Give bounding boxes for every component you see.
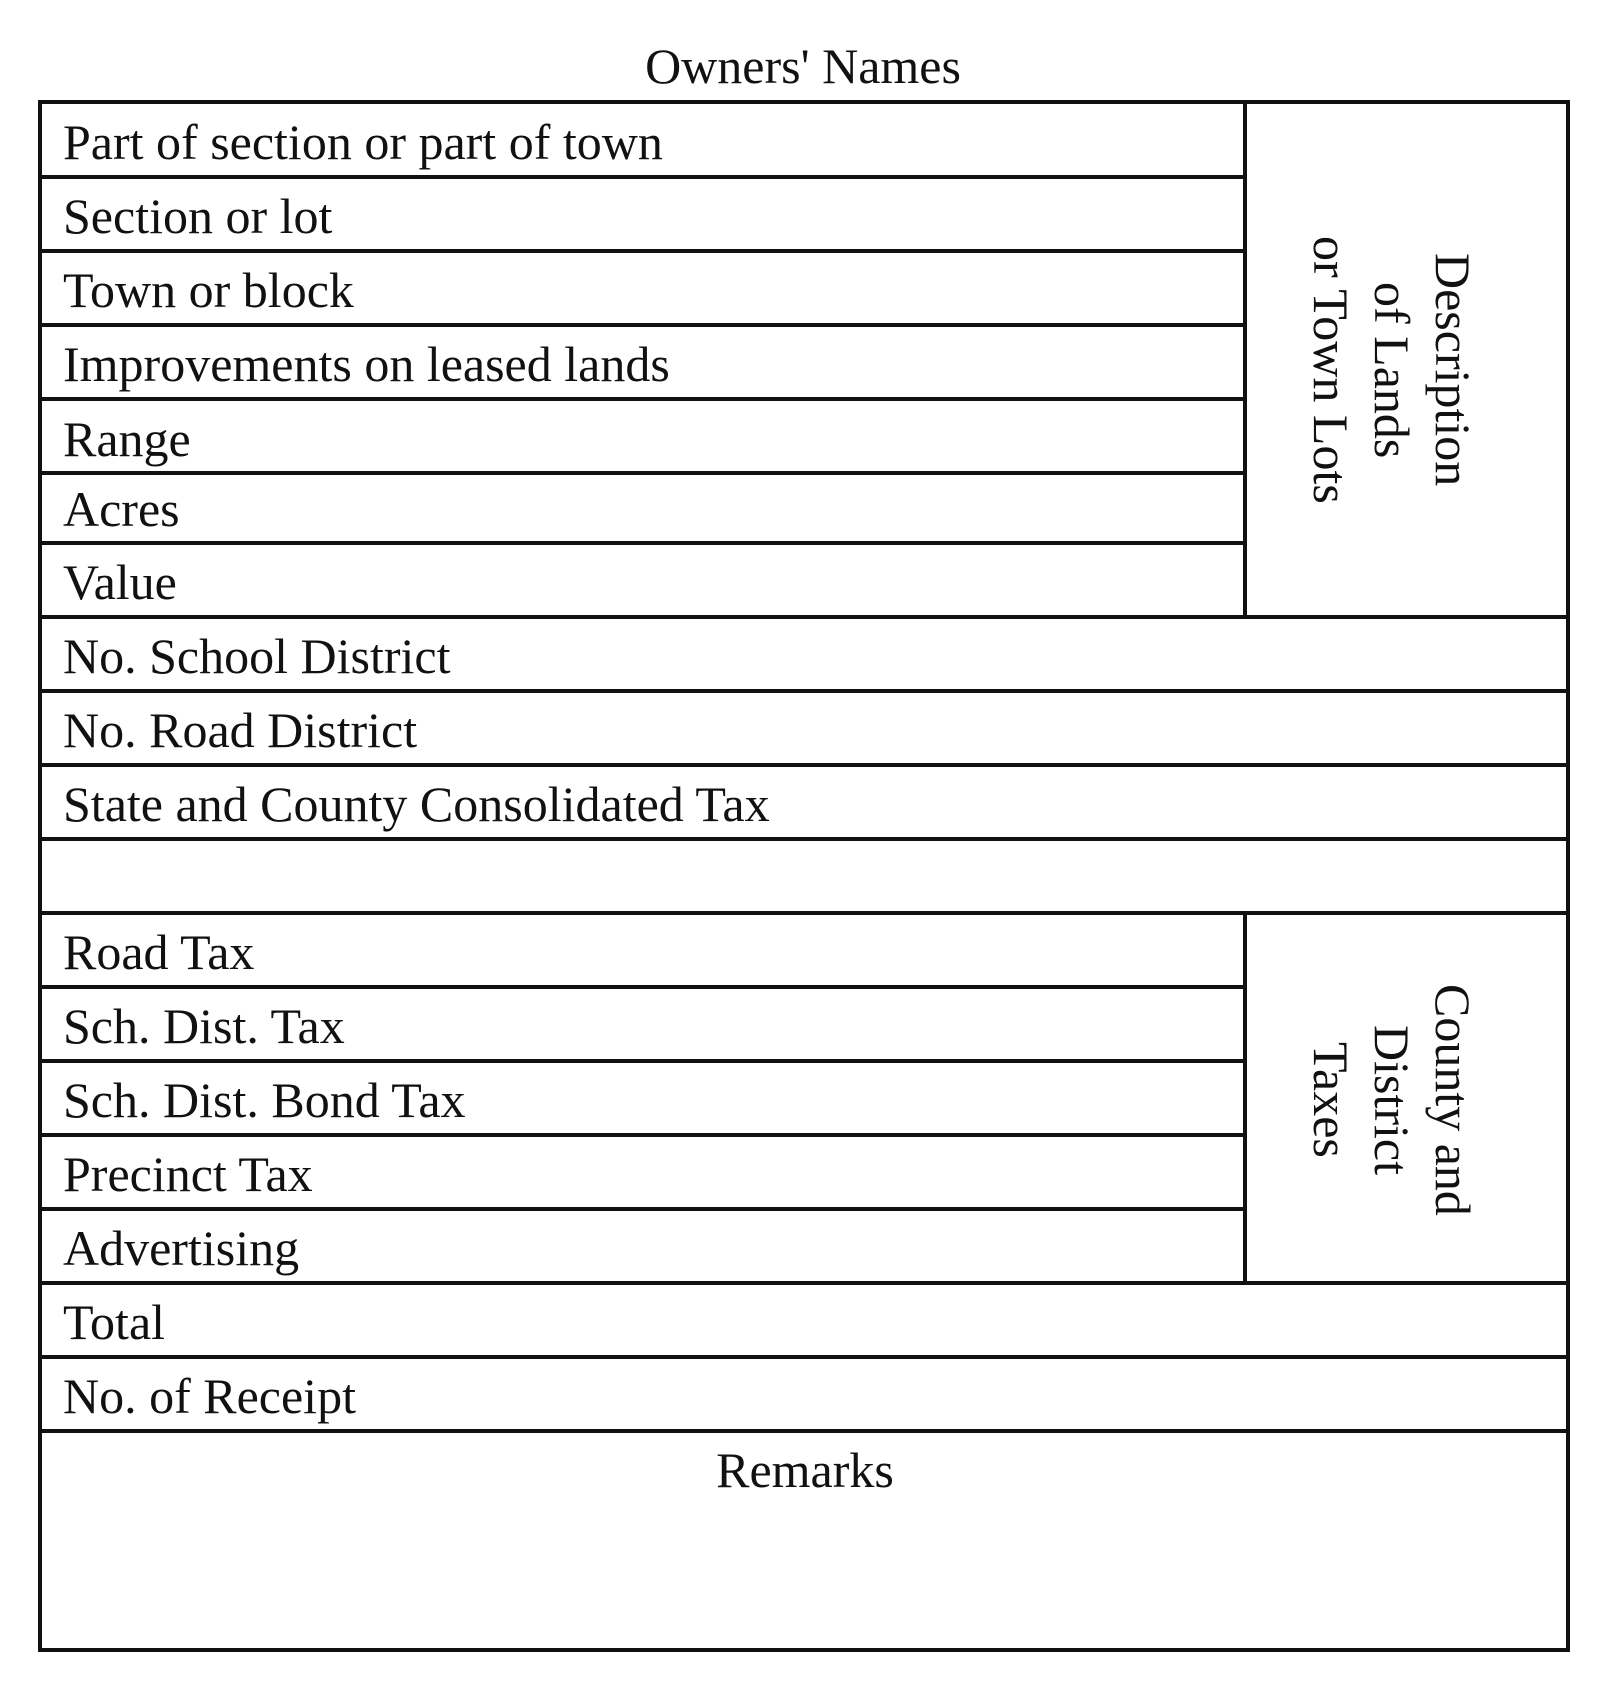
row-divider [40, 323, 1245, 327]
row-divider [40, 837, 1570, 841]
row-divider [40, 249, 1245, 253]
row-label-sch-dist-tax: Sch. Dist. Tax [63, 998, 345, 1054]
row-label-improvements: Improvements on leased lands [63, 336, 670, 392]
row-label-school-district: No. School District [63, 628, 451, 684]
row-label-sch-dist-bond-tax: Sch. Dist. Bond Tax [63, 1072, 466, 1128]
row-label-section-or-lot: Section or lot [63, 188, 333, 244]
row-divider [40, 541, 1245, 545]
row-label-town-or-block: Town or block [63, 262, 354, 318]
remarks-heading: Remarks [716, 1442, 894, 1498]
row-divider [40, 615, 1570, 619]
row-label-part-of-section: Part of section or part of town [63, 114, 663, 170]
row-label-road-district: No. Road District [63, 702, 418, 758]
row-divider [40, 1281, 1570, 1285]
row-label-advertising: Advertising [63, 1220, 300, 1276]
owners-names-title: Owners' Names [645, 38, 961, 94]
row-divider [40, 985, 1245, 989]
row-label-road-tax: Road Tax [63, 924, 255, 980]
row-label-total: Total [63, 1294, 166, 1350]
row-divider [40, 471, 1245, 475]
row-label-receipt: No. of Receipt [63, 1368, 356, 1424]
row-label-acres: Acres [63, 481, 180, 537]
row-divider [40, 1207, 1245, 1211]
row-divider [40, 175, 1245, 179]
row-divider [40, 911, 1570, 915]
row-label-value: Value [63, 554, 177, 610]
row-divider [40, 1355, 1570, 1359]
row-divider [40, 1133, 1245, 1137]
row-label-precinct-tax: Precinct Tax [63, 1146, 313, 1202]
taxes-group-label: County and District Taxes [1303, 984, 1481, 1216]
row-divider [40, 763, 1570, 767]
row-divider [40, 689, 1570, 693]
row-divider [40, 1059, 1245, 1063]
row-label-consolidated-tax: State and County Consolidated Tax [63, 776, 770, 832]
row-divider [40, 397, 1245, 401]
description-group-label: Description of Lands or Town Lots [1303, 236, 1481, 504]
group-divider [1243, 913, 1247, 1283]
row-label-range: Range [63, 411, 191, 467]
group-divider [1243, 102, 1247, 617]
row-divider [40, 1429, 1570, 1433]
